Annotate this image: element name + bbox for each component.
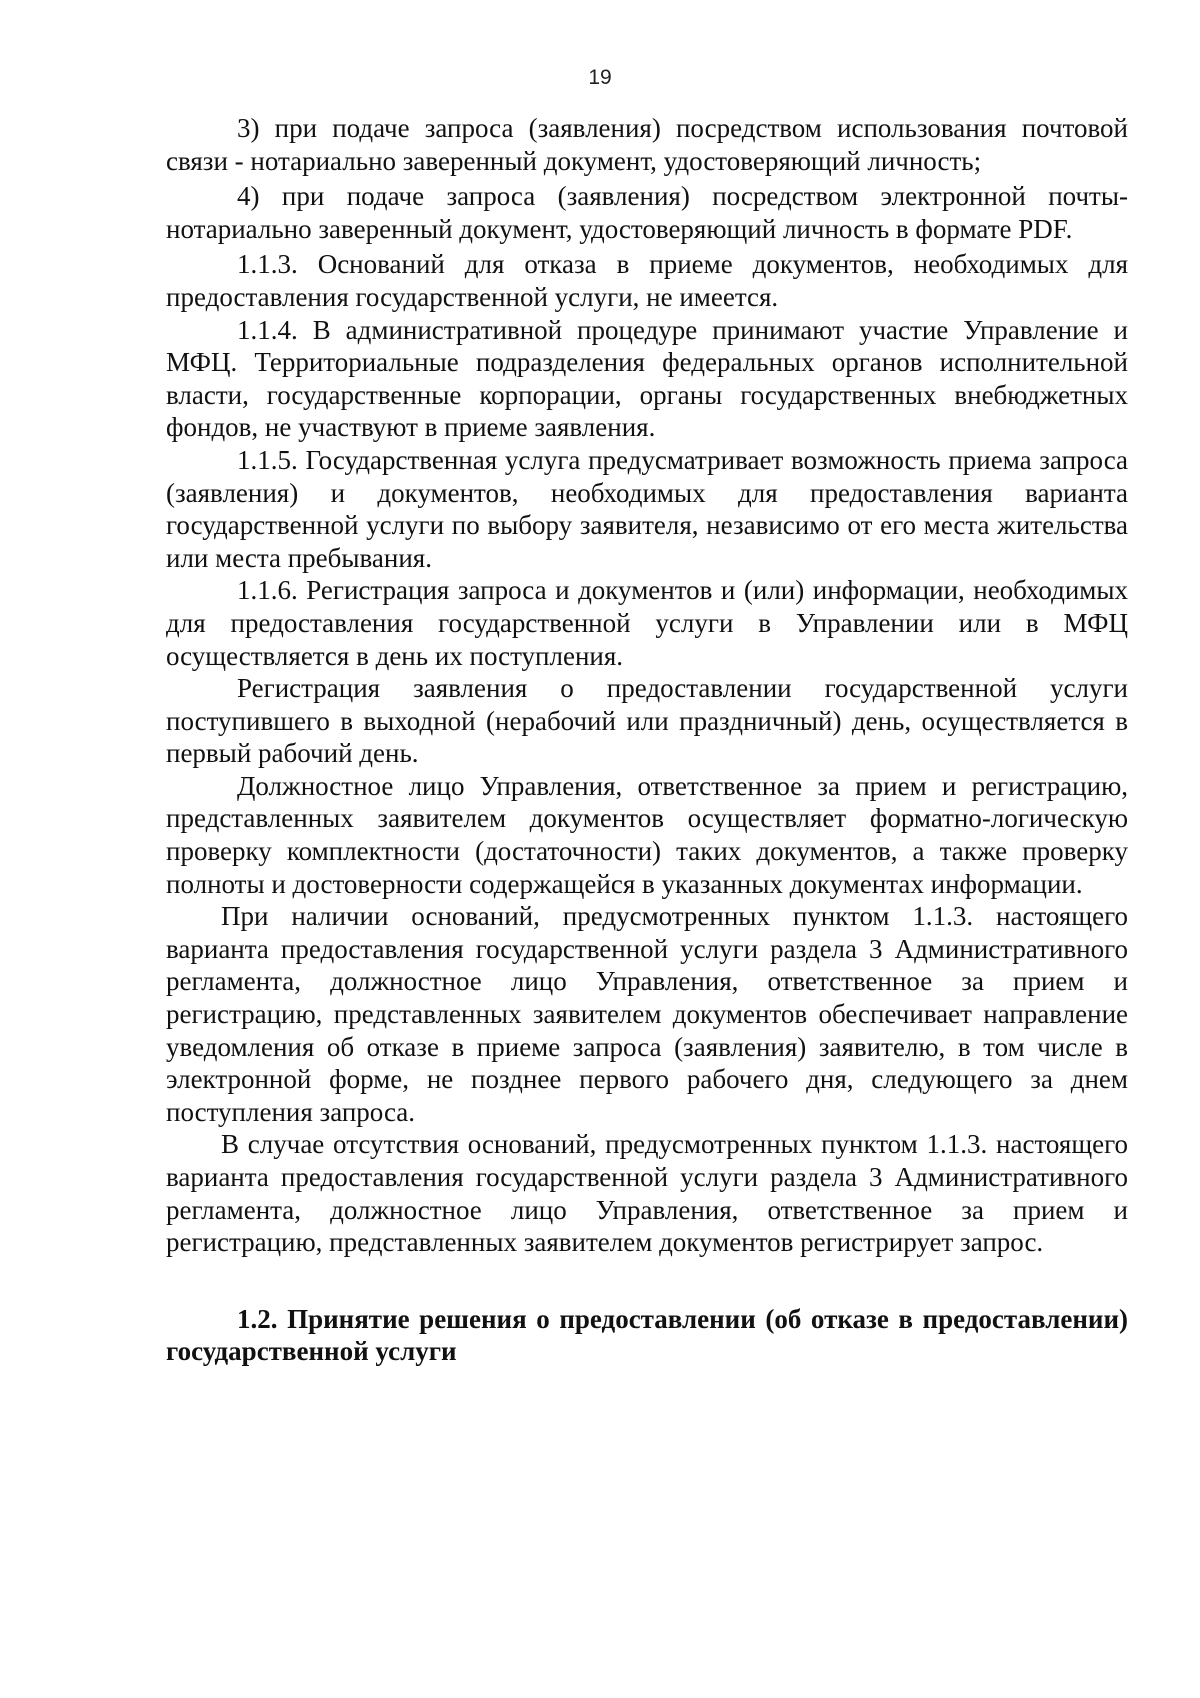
paragraph-registration-weekend: Регистрация заявления о предоставлении государственной услуги поступившего в выходной (нерабочий или праздничный) день, осуществляется в первый рабочий день.	[166, 673, 1128, 769]
paragraph-registration-request: В случае отсутствия оснований, предусмотренных пунктом 1.1.3. настоящего варианта предоставления государственной услуги раздела 3 Административного регламента, должностное лицо Управления, ответственное за прием и регистрацию, представленных заявителем документов регистрирует запрос.	[166, 1129, 1128, 1258]
paragraph-1-1-4: 1.1.4. В административной процедуре принимают участие Управление и МФЦ. Территориальные подразделения федеральных органов исполнительной власти, государственные корпорации, органы государственных внебюджетных фондов, не участвуют в приеме заявления.	[166, 314, 1128, 443]
paragraph-item-3: 3) при подаче запроса (заявления) посредством использования почтовой связи - нотариально заверенный документ, удостоверяющий личность;	[166, 113, 1128, 176]
document-body	[166, 112, 1128, 1368]
paragraph-official-check: Должностное лицо Управления, ответственное за прием и регистрацию, представленных заявителем документов осуществляет форматно-логическую проверку комплектности (достаточности) таких документов, а также проверку полноты и достоверности содержащейся в указанных документах информации.	[166, 770, 1128, 899]
paragraph-1-1-3: 1.1.3. Оснований для отказа в приеме документов, необходимых для предоставления государственной услуги, не имеется.	[166, 249, 1128, 312]
paragraph-1-1-5: 1.1.5. Государственная услуга предусматривает возможность приема запроса (заявления) и документов, необходимых для предоставления варианта государственной услуги по выбору заявителя, независимо от его места жительства или места пребывания.	[166, 444, 1128, 573]
paragraph-1-1-6: 1.1.6. Регистрация запроса и документов и (или) информации, необходимых для предоставления государственной услуги в Управлении или в МФЦ осуществляется в день их поступления.	[166, 575, 1128, 671]
paragraph-refusal-notice: При наличии оснований, предусмотренных пунктом 1.1.3. настоящего варианта предоставления государственной услуги раздела 3 Административного регламента, должностное лицо Управления, ответственное за прием и регистрацию, представленных заявителем документов обеспечивает направление уведомления об отказе в приеме запроса (заявления) заявителю, в том числе в электронной форме, не позднее первого рабочего дня, следующего за днем поступления запроса.	[166, 901, 1128, 1127]
page-number: 19	[588, 66, 612, 89]
paragraph-item-4: 4) при подаче запроса (заявления) посредством электронной почты-нотариально заверенный документ, удостоверяющий личность в формате PDF.	[166, 181, 1128, 244]
section-heading: 1.2. Принятие решения о предоставлении (об отказе в предоставлении) государственной услуги	[166, 1303, 1128, 1367]
